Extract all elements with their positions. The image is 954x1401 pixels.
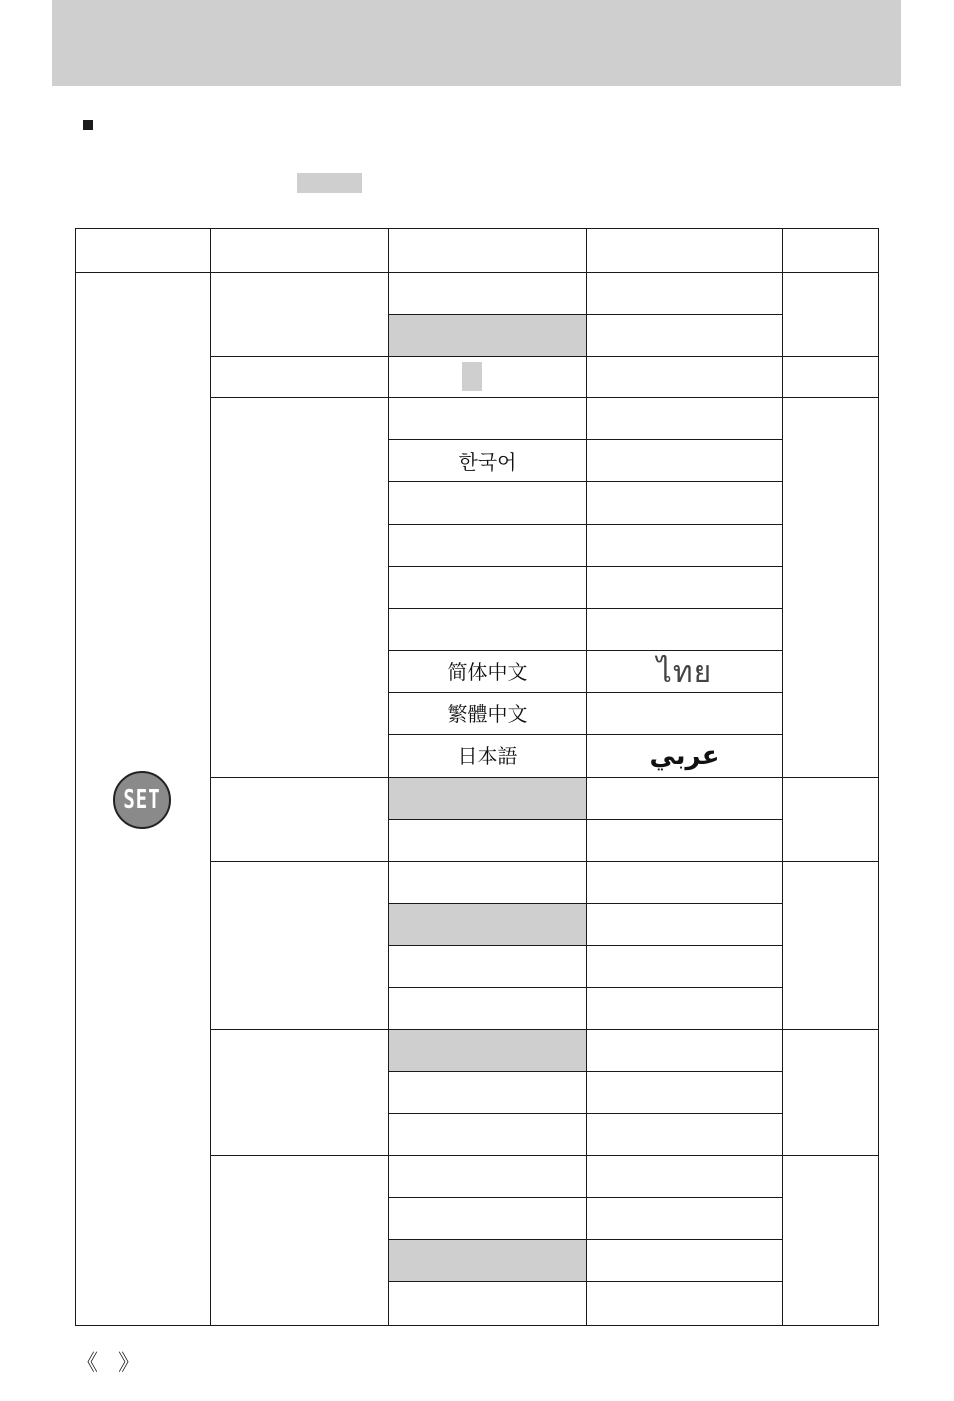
default-setting-legend-chip — [297, 173, 362, 193]
language-option-japanese: 日本語 — [457, 744, 518, 768]
next-page-link[interactable]: 》 — [118, 1351, 141, 1376]
header-band — [52, 0, 901, 86]
setup-menu-table — [75, 228, 879, 1326]
language-option-arabic: عربي — [649, 741, 720, 771]
language-option-chinese-traditional: 繁體中文 — [447, 702, 528, 726]
prev-page-link[interactable]: 《 — [76, 1351, 99, 1376]
set-icon-label: SET — [123, 785, 161, 815]
set-button-icon — [113, 771, 171, 829]
language-option-korean: 한국어 — [458, 450, 517, 474]
section-bullet-icon — [83, 120, 93, 130]
language-option-chinese-simplified: 简体中文 — [447, 660, 528, 684]
language-option-thai: ไทย — [656, 654, 713, 690]
